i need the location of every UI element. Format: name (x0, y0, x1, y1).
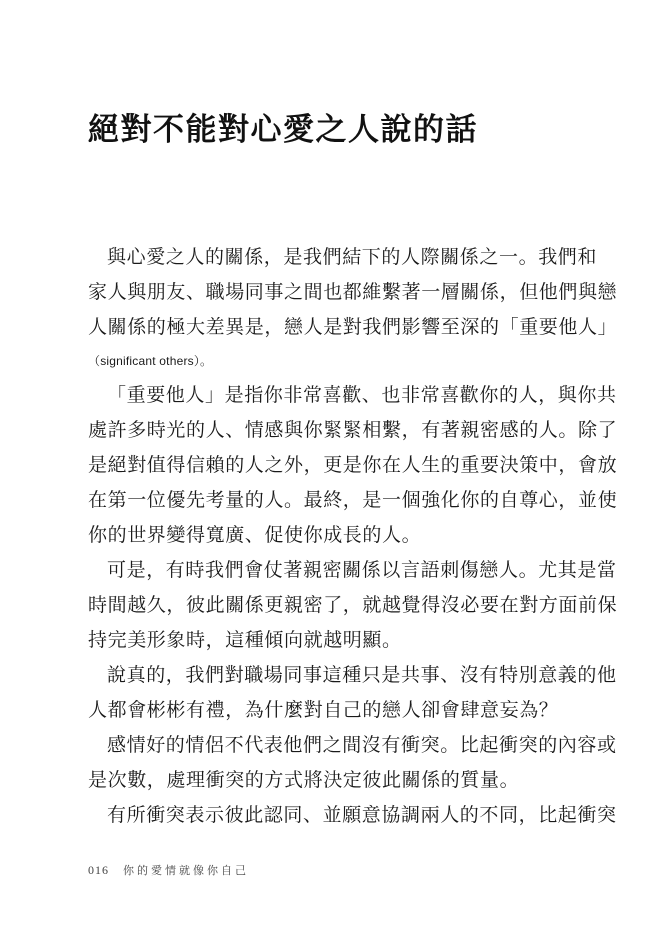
body-line: 「重要他人」是指你非常喜歡、也非常喜歡你的人，與你共 (107, 384, 617, 406)
chapter-title: 絕對不能對心愛之人說的話 (88, 112, 478, 148)
body-line: 在第一位優先考量的人。最終，是一個強化你的自尊心，並使 (88, 489, 618, 511)
body-line: 感情好的情侶不代表他們之間沒有衝突。比起衝突的內容或 (107, 734, 617, 756)
body-line: （significant others）。 (88, 354, 213, 368)
body-line: 人都會彬彬有禮，為什麼對自己的戀人卻會肆意妄為？ (88, 699, 559, 721)
body-line: 持完美形象時，這種傾向就越明顯。 (88, 629, 402, 651)
body-line: 說真的，我們對職場同事這種只是共事、沒有特別意義的他 (107, 664, 617, 686)
body-line: 人關係的極大差異是，戀人是對我們影響至深的「重要他人」 (88, 316, 618, 338)
body-text (88, 240, 618, 833)
body-line: 家人與朋友、職場同事之間也都維繫著一層關係，但他們與戀 (88, 281, 618, 303)
body-line: 你的世界變得寬廣、促使你成長的人。 (88, 524, 422, 546)
body-line: 是次數，處理衝突的方式將決定彼此關係的質量。 (88, 769, 520, 791)
body-line: 可是，有時我們會仗著親密關係以言語刺傷戀人。尤其是當 (107, 559, 617, 581)
running-book-title: 你的愛情就像你自己 (123, 864, 249, 877)
page-number: 016 (88, 863, 109, 877)
body-line: 時間越久，彼此關係更親密了，就越覺得沒必要在對方面前保 (88, 594, 618, 616)
body-line: 是絕對值得信賴的人之外，更是你在人生的重要決策中，會放 (88, 454, 618, 476)
body-line: 有所衝突表示彼此認同、並願意協調兩人的不同，比起衝突 (107, 804, 617, 826)
body-line: 處許多時光的人、情感與你緊緊相繫，有著親密感的人。除了 (88, 419, 618, 441)
body-line: 與心愛之人的關係，是我們結下的人際關係之一。我們和 (107, 246, 598, 268)
page-footer (88, 862, 249, 878)
